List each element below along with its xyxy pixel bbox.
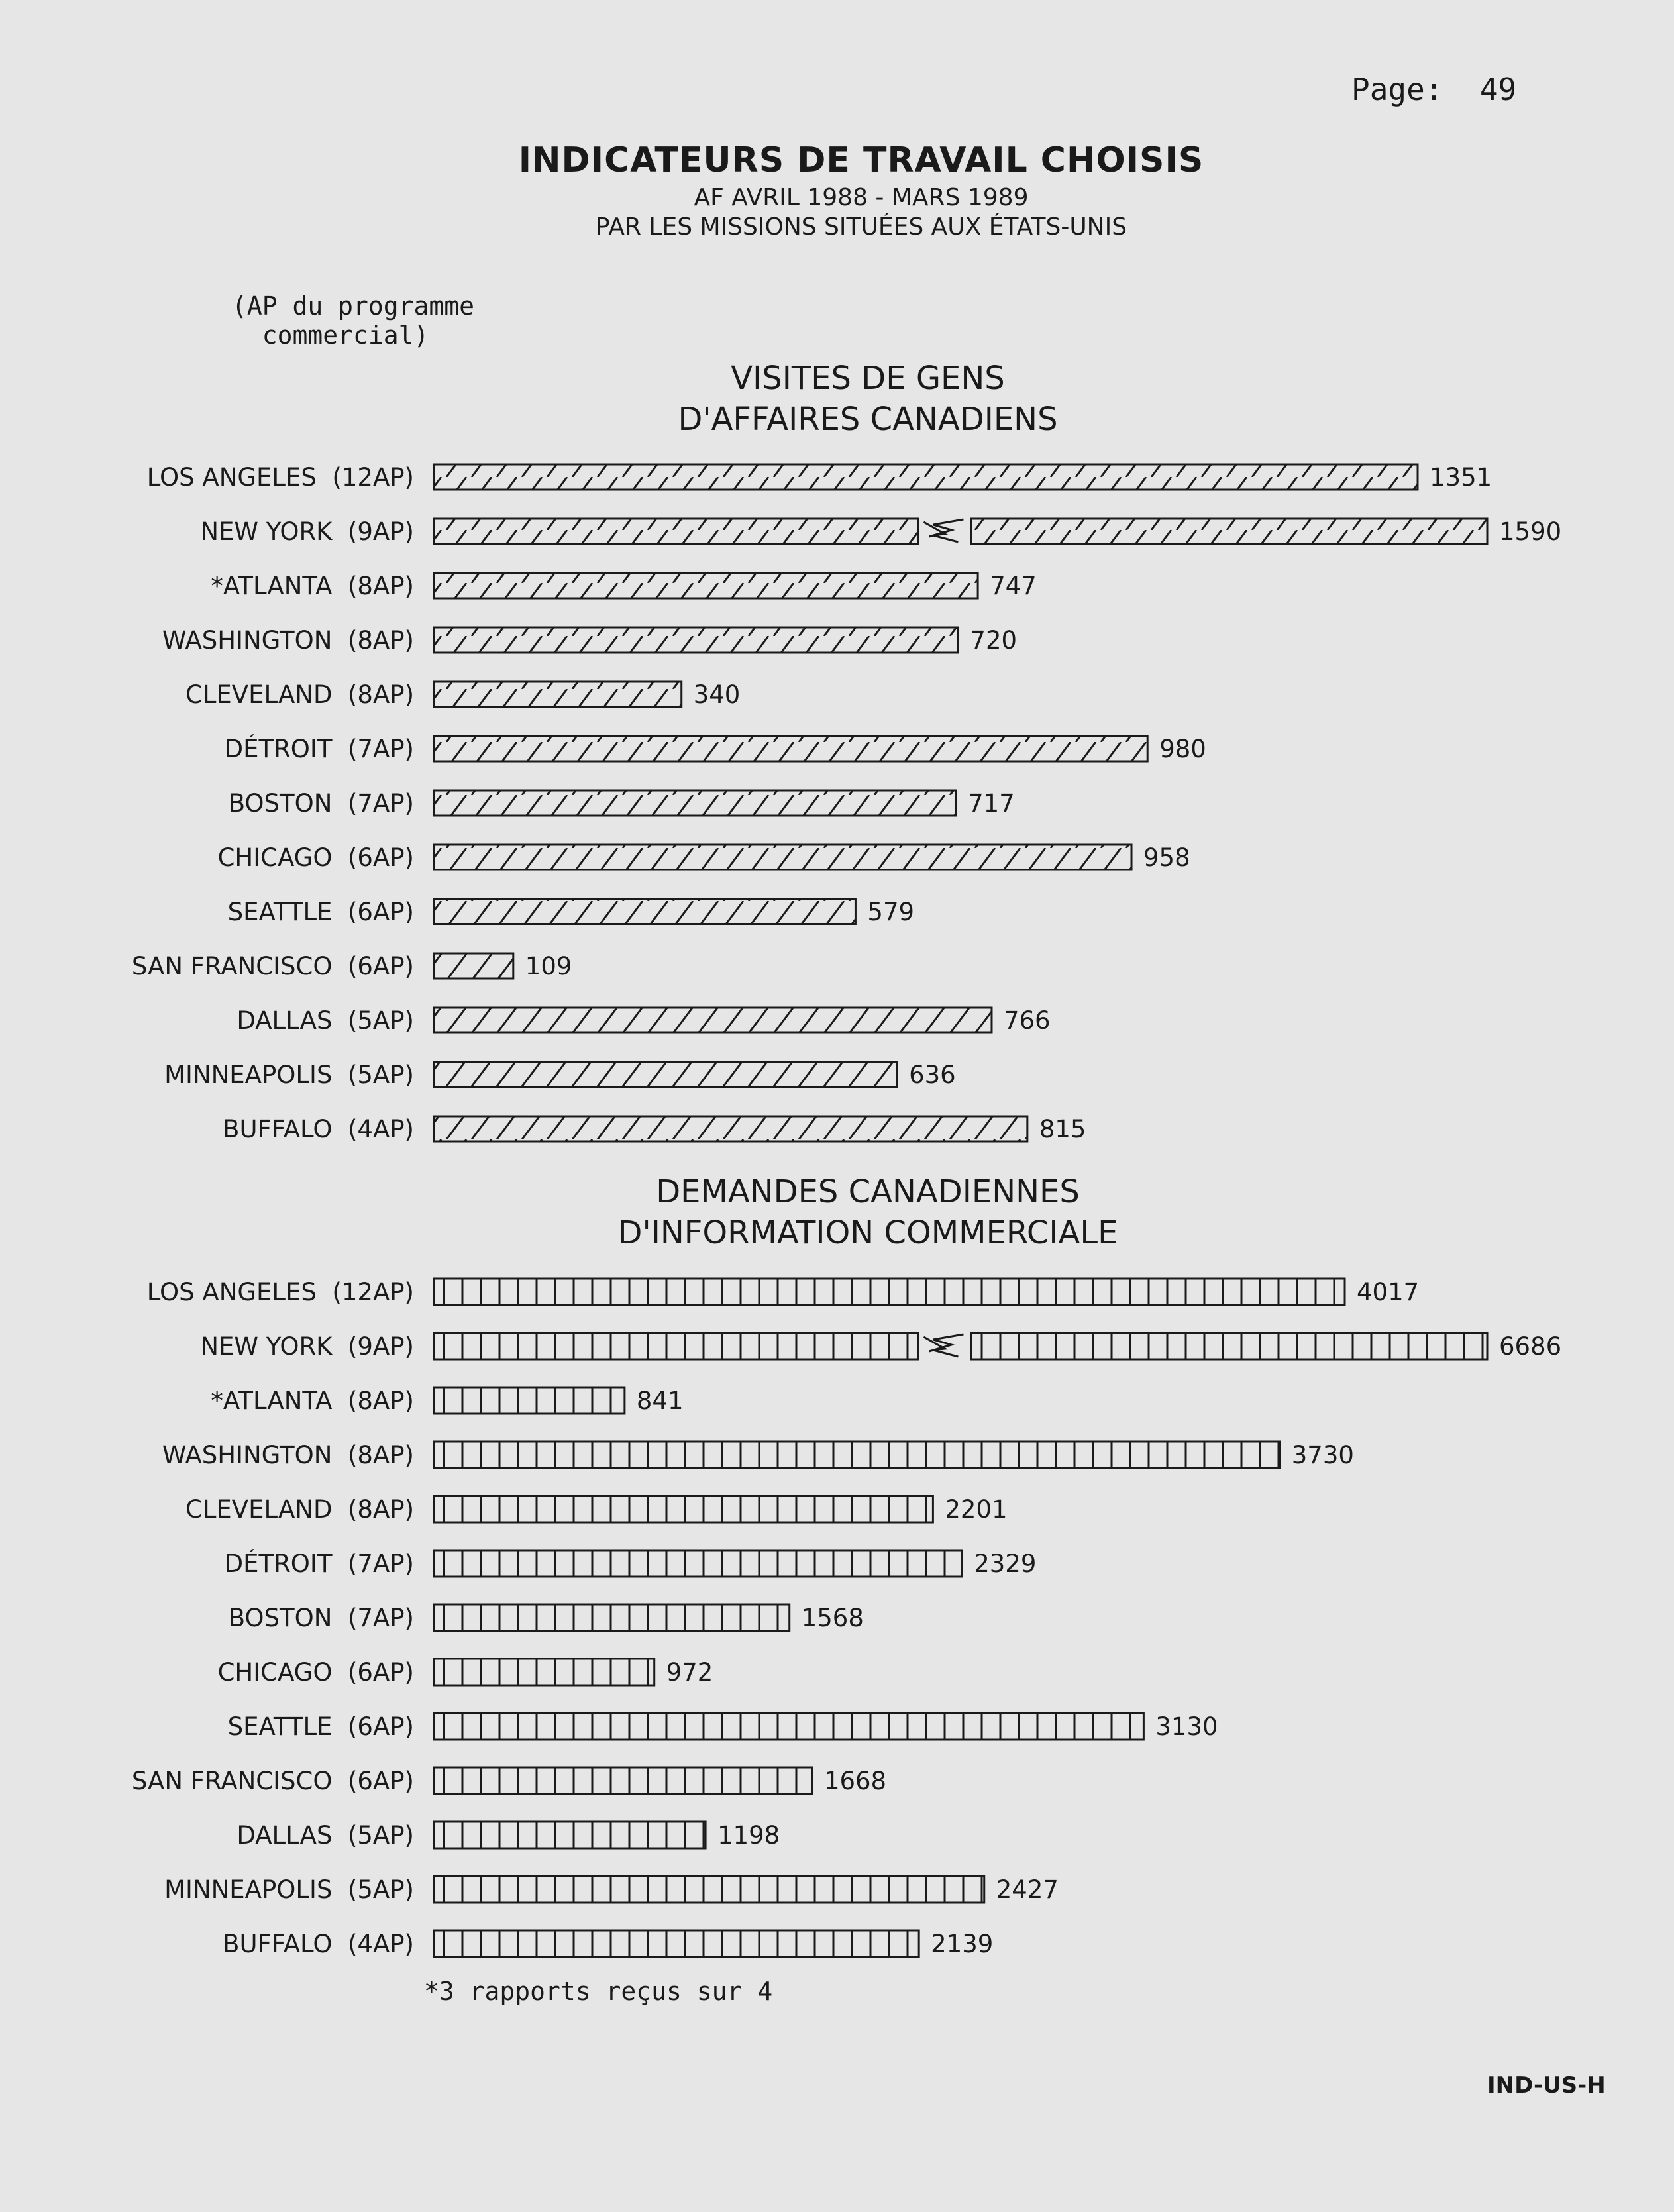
program-note: (AP du programme commercial)	[232, 291, 475, 350]
visits-title-line-1: VISITES DE GENS	[731, 360, 1005, 397]
requests-category-label: SEATTLE (6AP)	[227, 1712, 414, 1741]
visits-title-line-2: D'AFFAIRES CANADIENS	[678, 401, 1058, 438]
requests-category-label: BUFFALO (4AP)	[223, 1930, 414, 1958]
requests-value-label: 972	[666, 1658, 713, 1687]
requests-bar	[434, 1550, 962, 1577]
visits-value-label: 747	[990, 572, 1037, 600]
visits-bar	[434, 1116, 1027, 1141]
requests-bar	[434, 1387, 625, 1414]
visits-value-label: 109	[525, 952, 572, 980]
requests-value-label: 841	[636, 1387, 684, 1415]
requests-bar	[434, 1876, 984, 1903]
visits-category-label: CLEVELAND (8AP)	[185, 680, 414, 709]
visits-bar	[434, 682, 682, 707]
visits-value-label: 636	[909, 1061, 956, 1089]
visits-category-label: LOS ANGELES (12AP)	[146, 463, 414, 492]
report-title: INDICATEURS DE TRAVAIL CHOISIS	[518, 140, 1204, 180]
visits-category-label: NEW YORK (9AP)	[200, 517, 414, 546]
visits-category-label: DALLAS (5AP)	[236, 1006, 414, 1035]
visits-value-label: 717	[968, 789, 1015, 817]
requests-category-label: DÉTROIT (7AP)	[224, 1550, 414, 1578]
requests-category-label: NEW YORK (9AP)	[200, 1332, 414, 1361]
requests-value-label: 6686	[1499, 1332, 1562, 1361]
requests-category-label: WASHINGTON (8AP)	[162, 1441, 414, 1469]
requests-value-label: 2427	[996, 1875, 1059, 1904]
report-period: AF AVRIL 1988 - MARS 1989	[694, 184, 1029, 211]
requests-category-label: SAN FRANCISCO (6AP)	[131, 1767, 414, 1795]
requests-value-label: 2201	[945, 1495, 1008, 1524]
visits-category-label: *ATLANTA (8AP)	[211, 572, 414, 600]
requests-category-label: DALLAS (5AP)	[236, 1821, 414, 1850]
requests-bar	[434, 1329, 1487, 1363]
requests-category-label: CLEVELAND (8AP)	[185, 1495, 414, 1524]
visits-bar	[434, 953, 513, 978]
requests-bar	[434, 1930, 919, 1957]
requests-bar	[434, 1659, 654, 1685]
requests-category-label: CHICAGO (6AP)	[217, 1658, 414, 1687]
visits-value-label: 1590	[1499, 517, 1562, 546]
visits-value-label: 1351	[1430, 463, 1492, 492]
visits-category-label: CHICAGO (6AP)	[217, 843, 414, 872]
visits-bar	[434, 515, 1487, 548]
requests-bar	[434, 1713, 1143, 1740]
requests-value-label: 4017	[1357, 1278, 1420, 1306]
visits-category-label: WASHINGTON (8AP)	[162, 626, 414, 655]
visits-value-label: 720	[970, 626, 1018, 655]
requests-value-label: 3130	[1155, 1712, 1218, 1741]
requests-title-line-2: D'INFORMATION COMMERCIALE	[617, 1214, 1118, 1251]
footnote: *3 rapports reçus sur 4	[424, 1977, 773, 2006]
requests-bar	[434, 1279, 1345, 1305]
visits-category-label: BOSTON (7AP)	[228, 789, 414, 817]
visits-value-label: 579	[867, 898, 915, 926]
requests-value-label: 1198	[717, 1821, 780, 1850]
visits-category-label: DÉTROIT (7AP)	[224, 735, 414, 763]
visits-bar	[434, 627, 958, 653]
requests-value-label: 3730	[1291, 1441, 1354, 1469]
page-number: Page: 49	[1351, 72, 1517, 107]
visits-bar	[434, 736, 1147, 761]
requests-value-label: 1568	[801, 1604, 864, 1632]
visits-category-label: MINNEAPOLIS (5AP)	[164, 1061, 414, 1089]
visits-value-label: 815	[1039, 1115, 1086, 1143]
visits-value-label: 958	[1143, 843, 1190, 872]
visits-value-label: 980	[1159, 735, 1206, 763]
visits-value-label: 340	[693, 680, 741, 709]
requests-title-line-1: DEMANDES CANADIENNES	[656, 1173, 1080, 1210]
visits-bar	[434, 1008, 992, 1033]
requests-value-label: 2139	[931, 1930, 994, 1958]
requests-bar	[434, 1496, 933, 1522]
visits-category-label: SEATTLE (6AP)	[227, 898, 414, 926]
requests-category-label: BOSTON (7AP)	[228, 1604, 414, 1632]
visits-bar	[434, 1062, 897, 1087]
requests-bar	[434, 1822, 706, 1848]
visits-category-label: BUFFALO (4AP)	[223, 1115, 414, 1143]
document-code: IND-US-H	[1487, 2072, 1606, 2099]
visits-bar	[434, 790, 956, 816]
visits-bar	[434, 573, 978, 598]
requests-value-label: 2329	[974, 1550, 1037, 1578]
requests-category-label: LOS ANGELES (12AP)	[146, 1278, 414, 1306]
visits-bar	[434, 464, 1418, 490]
visits-bar	[434, 899, 855, 924]
requests-category-label: MINNEAPOLIS (5AP)	[164, 1875, 414, 1904]
visits-bar	[434, 845, 1131, 870]
requests-bar	[434, 1767, 812, 1794]
requests-category-label: *ATLANTA (8AP)	[211, 1387, 414, 1415]
visits-category-label: SAN FRANCISCO (6AP)	[131, 952, 414, 980]
requests-value-label: 1668	[823, 1767, 887, 1795]
requests-bar	[434, 1442, 1280, 1468]
visits-value-label: 766	[1003, 1006, 1051, 1035]
report-scope: PAR LES MISSIONS SITUÉES AUX ÉTATS-UNIS	[595, 213, 1127, 240]
requests-bar	[434, 1605, 790, 1631]
